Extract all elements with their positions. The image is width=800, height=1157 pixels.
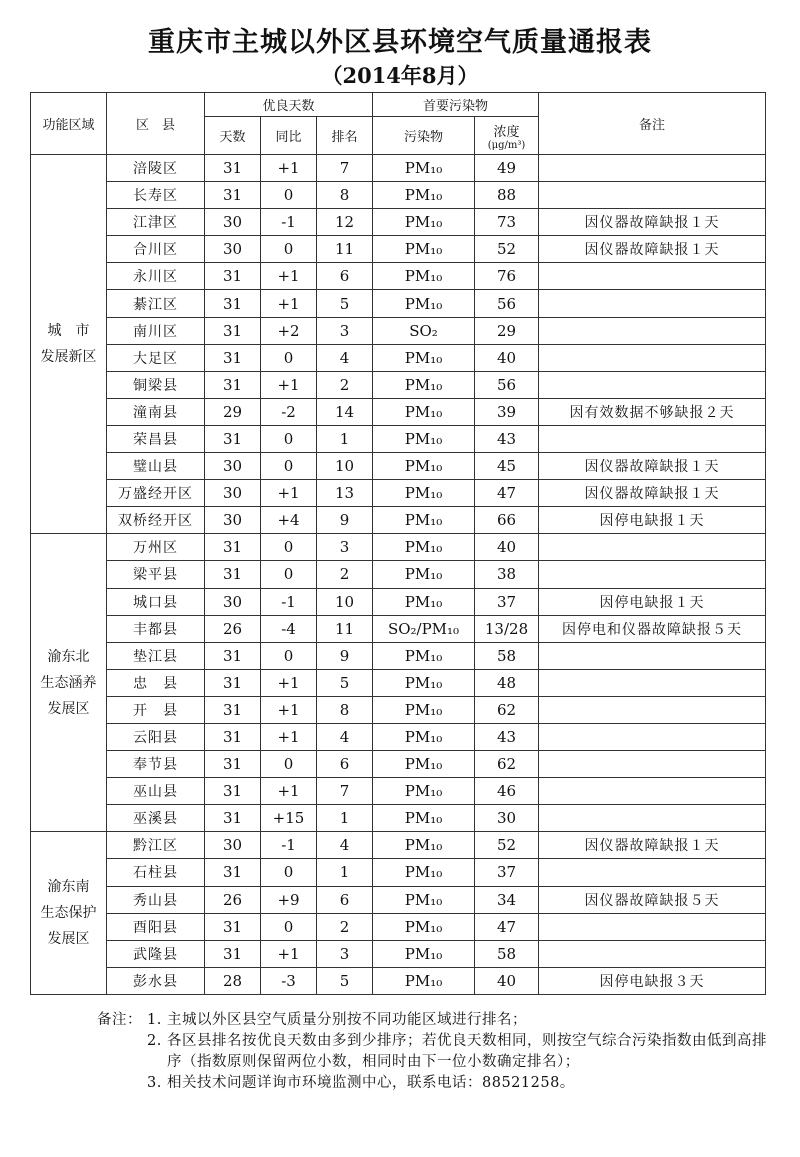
pollutant-cell: PM₁₀ <box>373 751 475 778</box>
header-county: 区 县 <box>107 93 205 155</box>
concentration-cell: 49 <box>475 155 539 182</box>
zone-name-line: 渝东北 <box>47 648 90 665</box>
pollutant-cell: PM₁₀ <box>373 778 475 805</box>
zone-name-line: 生态涵养 <box>40 674 97 691</box>
remark-cell: 因停电缺报１天 <box>539 507 766 534</box>
pollutant-cell: PM₁₀ <box>373 561 475 588</box>
pollutant-cell: PM₁₀ <box>373 209 475 236</box>
pollutant-cell: PM₁₀ <box>373 453 475 480</box>
concentration-cell: 40 <box>475 534 539 561</box>
yoy-cell: +1 <box>261 155 317 182</box>
remark-cell: 因有效数据不够缺报２天 <box>539 398 766 425</box>
yoy-cell: 0 <box>261 425 317 452</box>
days-cell: 31 <box>205 859 261 886</box>
remark-cell <box>539 317 766 344</box>
county-cell: 梁平县 <box>107 561 205 588</box>
rank-cell: 10 <box>317 453 373 480</box>
county-cell: 巫山县 <box>107 778 205 805</box>
concentration-cell: 37 <box>475 859 539 886</box>
table-row <box>31 615 766 642</box>
remark-cell: 因仪器故障缺报１天 <box>539 236 766 263</box>
yoy-cell: +1 <box>261 723 317 750</box>
footnote-text: 相关技术问题详询市环境监测中心，联系电话：88521258。 <box>167 1075 575 1091</box>
concentration-cell: 45 <box>475 453 539 480</box>
concentration-cell: 76 <box>475 263 539 290</box>
table-row <box>31 588 766 615</box>
table-row <box>31 805 766 832</box>
yoy-cell: 0 <box>261 344 317 371</box>
county-cell: 石柱县 <box>107 859 205 886</box>
header-days: 天数 <box>205 117 261 155</box>
remark-cell <box>539 182 766 209</box>
concentration-cell: 29 <box>475 317 539 344</box>
county-cell: 万州区 <box>107 534 205 561</box>
concentration-cell: 43 <box>475 723 539 750</box>
days-cell: 31 <box>205 913 261 940</box>
concentration-cell: 88 <box>475 182 539 209</box>
pollutant-cell: PM₁₀ <box>373 832 475 859</box>
table-row <box>31 669 766 696</box>
table-row <box>31 398 766 425</box>
zone-cell <box>31 534 107 832</box>
table-row <box>31 507 766 534</box>
yoy-cell: -1 <box>261 209 317 236</box>
days-cell: 31 <box>205 182 261 209</box>
rank-cell: 9 <box>317 642 373 669</box>
yoy-cell: 0 <box>261 751 317 778</box>
yoy-cell: 0 <box>261 642 317 669</box>
remark-cell <box>539 723 766 750</box>
remark-cell: 因停电缺报１天 <box>539 588 766 615</box>
yoy-cell: -1 <box>261 832 317 859</box>
rank-cell: 3 <box>317 940 373 967</box>
table-row <box>31 696 766 723</box>
zone-name-line: 城 市 <box>47 323 90 340</box>
header-pollutant: 污染物 <box>373 117 475 155</box>
footnote-number: 1. <box>147 1012 162 1028</box>
yoy-cell: +1 <box>261 669 317 696</box>
footnote-item <box>97 1010 777 1031</box>
concentration-cell: 43 <box>475 425 539 452</box>
table-header <box>31 93 766 155</box>
days-cell: 30 <box>205 832 261 859</box>
concentration-cell: 66 <box>475 507 539 534</box>
concentration-cell: 58 <box>475 940 539 967</box>
pollutant-cell: PM₁₀ <box>373 155 475 182</box>
county-cell: 綦江区 <box>107 290 205 317</box>
rank-cell: 5 <box>317 669 373 696</box>
rank-cell: 6 <box>317 751 373 778</box>
remark-cell: 因仪器故障缺报５天 <box>539 886 766 913</box>
concentration-cell: 34 <box>475 886 539 913</box>
remark-cell: 因仪器故障缺报１天 <box>539 209 766 236</box>
county-cell: 大足区 <box>107 344 205 371</box>
county-cell: 丰都县 <box>107 615 205 642</box>
remark-cell: 因仪器故障缺报１天 <box>539 453 766 480</box>
days-cell: 31 <box>205 723 261 750</box>
yoy-cell: +15 <box>261 805 317 832</box>
header-rank: 排名 <box>317 117 373 155</box>
zone-name-line: 发展新区 <box>40 349 97 366</box>
remark-cell <box>539 371 766 398</box>
yoy-cell: +1 <box>261 371 317 398</box>
concentration-cell: 40 <box>475 344 539 371</box>
days-cell: 31 <box>205 344 261 371</box>
remark-cell <box>539 425 766 452</box>
days-cell: 29 <box>205 398 261 425</box>
remark-cell: 因仪器故障缺报１天 <box>539 480 766 507</box>
table-row <box>31 886 766 913</box>
remark-cell <box>539 561 766 588</box>
rank-cell: 7 <box>317 778 373 805</box>
concentration-cell: 37 <box>475 588 539 615</box>
table-row <box>31 480 766 507</box>
rank-cell: 10 <box>317 588 373 615</box>
pollutant-cell: PM₁₀ <box>373 263 475 290</box>
concentration-cell: 39 <box>475 398 539 425</box>
header-remarks: 备注 <box>539 93 766 155</box>
days-cell: 31 <box>205 669 261 696</box>
zone-name-line: 生态保护 <box>40 905 97 922</box>
remark-cell <box>539 805 766 832</box>
county-cell: 铜梁县 <box>107 371 205 398</box>
table-row <box>31 778 766 805</box>
county-cell: 合川区 <box>107 236 205 263</box>
remark-cell <box>539 642 766 669</box>
county-cell: 荣昌县 <box>107 425 205 452</box>
pollutant-cell: SO₂/PM₁₀ <box>373 615 475 642</box>
days-cell: 31 <box>205 642 261 669</box>
table-row <box>31 371 766 398</box>
pollutant-cell: PM₁₀ <box>373 913 475 940</box>
yoy-cell: +1 <box>261 263 317 290</box>
concentration-cell: 30 <box>475 805 539 832</box>
pollutant-cell: PM₁₀ <box>373 696 475 723</box>
footnote-text: 各区县排名按优良天数由多到少排序；若优良天数相同，则按空气综合污染指数由低到高排序（指数原则保留两位小数，相同时由下一位小数确定排名）； <box>167 1033 767 1070</box>
remark-cell <box>539 751 766 778</box>
days-cell: 30 <box>205 236 261 263</box>
rank-cell: 4 <box>317 723 373 750</box>
concentration-cell: 52 <box>475 236 539 263</box>
table-row <box>31 832 766 859</box>
pollutant-cell: PM₁₀ <box>373 967 475 994</box>
concentration-cell: 38 <box>475 561 539 588</box>
county-cell: 忠 县 <box>107 669 205 696</box>
days-cell: 31 <box>205 696 261 723</box>
header-concentration <box>475 117 539 155</box>
rank-cell: 11 <box>317 615 373 642</box>
pollutant-cell: PM₁₀ <box>373 480 475 507</box>
table-row <box>31 642 766 669</box>
pollutant-cell: SO₂ <box>373 317 475 344</box>
header-good-days-group: 优良天数 <box>205 93 373 117</box>
footnote-item <box>97 1073 777 1094</box>
days-cell: 30 <box>205 209 261 236</box>
days-cell: 30 <box>205 507 261 534</box>
pollutant-cell: PM₁₀ <box>373 859 475 886</box>
air-quality-table <box>30 92 766 995</box>
days-cell: 26 <box>205 615 261 642</box>
zone-name-line: 渝东南 <box>47 879 90 896</box>
header-pollutant-group: 首要污染物 <box>373 93 539 117</box>
table-row <box>31 425 766 452</box>
table-row <box>31 209 766 236</box>
footnotes <box>97 1010 777 1094</box>
table-row <box>31 561 766 588</box>
county-cell: 酉阳县 <box>107 913 205 940</box>
zone-cell <box>31 832 107 995</box>
county-cell: 万盛经开区 <box>107 480 205 507</box>
yoy-cell: 0 <box>261 859 317 886</box>
pollutant-cell: PM₁₀ <box>373 669 475 696</box>
rank-cell: 14 <box>317 398 373 425</box>
yoy-cell: +4 <box>261 507 317 534</box>
concentration-cell: 40 <box>475 967 539 994</box>
days-cell: 31 <box>205 371 261 398</box>
rank-cell: 1 <box>317 859 373 886</box>
rank-cell: 12 <box>317 209 373 236</box>
table-row <box>31 344 766 371</box>
rank-cell: 4 <box>317 344 373 371</box>
days-cell: 31 <box>205 290 261 317</box>
county-cell: 巫溪县 <box>107 805 205 832</box>
days-cell: 28 <box>205 967 261 994</box>
pollutant-cell: PM₁₀ <box>373 940 475 967</box>
zone-name-line: 发展区 <box>47 700 90 717</box>
days-cell: 31 <box>205 263 261 290</box>
rank-cell: 3 <box>317 317 373 344</box>
rank-cell: 9 <box>317 507 373 534</box>
concentration-cell: 48 <box>475 669 539 696</box>
table-row <box>31 453 766 480</box>
yoy-cell: -1 <box>261 588 317 615</box>
concentration-cell: 58 <box>475 642 539 669</box>
table-row <box>31 155 766 182</box>
concentration-cell: 56 <box>475 290 539 317</box>
table-row <box>31 751 766 778</box>
rank-cell: 11 <box>317 236 373 263</box>
county-cell: 南川区 <box>107 317 205 344</box>
remark-cell <box>539 696 766 723</box>
pollutant-cell: PM₁₀ <box>373 588 475 615</box>
concentration-cell: 73 <box>475 209 539 236</box>
table-row <box>31 534 766 561</box>
yoy-cell: +1 <box>261 696 317 723</box>
days-cell: 30 <box>205 480 261 507</box>
yoy-cell: 0 <box>261 561 317 588</box>
remark-cell <box>539 344 766 371</box>
footnote-number: 3. <box>147 1075 162 1091</box>
rank-cell: 6 <box>317 886 373 913</box>
table-row <box>31 859 766 886</box>
county-cell: 永川区 <box>107 263 205 290</box>
rank-cell: 5 <box>317 290 373 317</box>
yoy-cell: 0 <box>261 182 317 209</box>
pollutant-cell: PM₁₀ <box>373 182 475 209</box>
rank-cell: 1 <box>317 425 373 452</box>
header-zone: 功能区域 <box>31 93 107 155</box>
rank-cell: 5 <box>317 967 373 994</box>
county-cell: 云阳县 <box>107 723 205 750</box>
county-cell: 潼南县 <box>107 398 205 425</box>
page-title: 重庆市主城以外区县环境空气质量通报表 <box>148 27 652 58</box>
remark-cell <box>539 155 766 182</box>
county-cell: 黔江区 <box>107 832 205 859</box>
yoy-cell: 0 <box>261 913 317 940</box>
footnote-text: 主城以外区县空气质量分别按不同功能区域进行排名； <box>167 1012 527 1028</box>
pollutant-cell: PM₁₀ <box>373 534 475 561</box>
remark-cell <box>539 940 766 967</box>
table-row <box>31 236 766 263</box>
days-cell: 31 <box>205 317 261 344</box>
county-cell: 奉节县 <box>107 751 205 778</box>
header-yoy: 同比 <box>261 117 317 155</box>
county-cell: 江津区 <box>107 209 205 236</box>
page-subtitle: （2014年8月） <box>321 63 479 88</box>
concentration-cell: 56 <box>475 371 539 398</box>
days-cell: 30 <box>205 453 261 480</box>
pollutant-cell: PM₁₀ <box>373 236 475 263</box>
header-concentration-unit: (μg/m³) <box>487 139 526 151</box>
rank-cell: 4 <box>317 832 373 859</box>
county-cell: 开 县 <box>107 696 205 723</box>
footnote-label: 备注： <box>97 1012 142 1028</box>
rank-cell: 2 <box>317 371 373 398</box>
yoy-cell: +1 <box>261 480 317 507</box>
remark-cell: 因仪器故障缺报１天 <box>539 832 766 859</box>
remark-cell <box>539 534 766 561</box>
concentration-cell: 52 <box>475 832 539 859</box>
concentration-cell: 46 <box>475 778 539 805</box>
yoy-cell: +1 <box>261 940 317 967</box>
yoy-cell: +1 <box>261 778 317 805</box>
yoy-cell: +9 <box>261 886 317 913</box>
remark-cell <box>539 263 766 290</box>
concentration-cell: 47 <box>475 480 539 507</box>
days-cell: 31 <box>205 534 261 561</box>
pollutant-cell: PM₁₀ <box>373 642 475 669</box>
yoy-cell: 0 <box>261 236 317 263</box>
table-row <box>31 317 766 344</box>
pollutant-cell: PM₁₀ <box>373 344 475 371</box>
days-cell: 31 <box>205 778 261 805</box>
rank-cell: 6 <box>317 263 373 290</box>
pollutant-cell: PM₁₀ <box>373 507 475 534</box>
county-cell: 璧山县 <box>107 453 205 480</box>
table-row <box>31 263 766 290</box>
pollutant-cell: PM₁₀ <box>373 398 475 425</box>
header-concentration-label: 浓度 <box>493 124 520 140</box>
table-row <box>31 182 766 209</box>
yoy-cell: -4 <box>261 615 317 642</box>
pollutant-cell: PM₁₀ <box>373 425 475 452</box>
days-cell: 31 <box>205 940 261 967</box>
days-cell: 31 <box>205 561 261 588</box>
rank-cell: 1 <box>317 805 373 832</box>
remark-cell <box>539 290 766 317</box>
days-cell: 31 <box>205 805 261 832</box>
days-cell: 31 <box>205 425 261 452</box>
days-cell: 26 <box>205 886 261 913</box>
yoy-cell: 0 <box>261 534 317 561</box>
concentration-cell: 47 <box>475 913 539 940</box>
yoy-cell: +1 <box>261 290 317 317</box>
rank-cell: 2 <box>317 913 373 940</box>
remark-cell: 因停电和仪器故障缺报５天 <box>539 615 766 642</box>
rank-cell: 2 <box>317 561 373 588</box>
remark-cell <box>539 913 766 940</box>
county-cell: 垫江县 <box>107 642 205 669</box>
zone-cell <box>31 155 107 534</box>
concentration-cell: 13/28 <box>475 615 539 642</box>
yoy-cell: -2 <box>261 398 317 425</box>
rank-cell: 8 <box>317 696 373 723</box>
county-cell: 双桥经开区 <box>107 507 205 534</box>
table-row <box>31 723 766 750</box>
rank-cell: 7 <box>317 155 373 182</box>
table-row <box>31 913 766 940</box>
footnote-item <box>97 1031 777 1073</box>
days-cell: 31 <box>205 751 261 778</box>
county-cell: 长寿区 <box>107 182 205 209</box>
table-row <box>31 940 766 967</box>
table-row <box>31 967 766 994</box>
pollutant-cell: PM₁₀ <box>373 371 475 398</box>
table-row <box>31 290 766 317</box>
remark-cell <box>539 859 766 886</box>
yoy-cell: +2 <box>261 317 317 344</box>
county-cell: 秀山县 <box>107 886 205 913</box>
pollutant-cell: PM₁₀ <box>373 290 475 317</box>
remark-cell <box>539 778 766 805</box>
pollutant-cell: PM₁₀ <box>373 886 475 913</box>
footnote-number: 2. <box>147 1033 162 1049</box>
days-cell: 31 <box>205 155 261 182</box>
yoy-cell: 0 <box>261 453 317 480</box>
rank-cell: 3 <box>317 534 373 561</box>
yoy-cell: -3 <box>261 967 317 994</box>
rank-cell: 8 <box>317 182 373 209</box>
pollutant-cell: PM₁₀ <box>373 723 475 750</box>
days-cell: 30 <box>205 588 261 615</box>
county-cell: 城口县 <box>107 588 205 615</box>
table-body <box>31 155 766 995</box>
remark-cell <box>539 669 766 696</box>
remark-cell: 因停电缺报３天 <box>539 967 766 994</box>
zone-name-line: 发展区 <box>47 931 90 948</box>
pollutant-cell: PM₁₀ <box>373 805 475 832</box>
rank-cell: 13 <box>317 480 373 507</box>
county-cell: 武隆县 <box>107 940 205 967</box>
concentration-cell: 62 <box>475 751 539 778</box>
county-cell: 涪陵区 <box>107 155 205 182</box>
concentration-cell: 62 <box>475 696 539 723</box>
county-cell: 彭水县 <box>107 967 205 994</box>
